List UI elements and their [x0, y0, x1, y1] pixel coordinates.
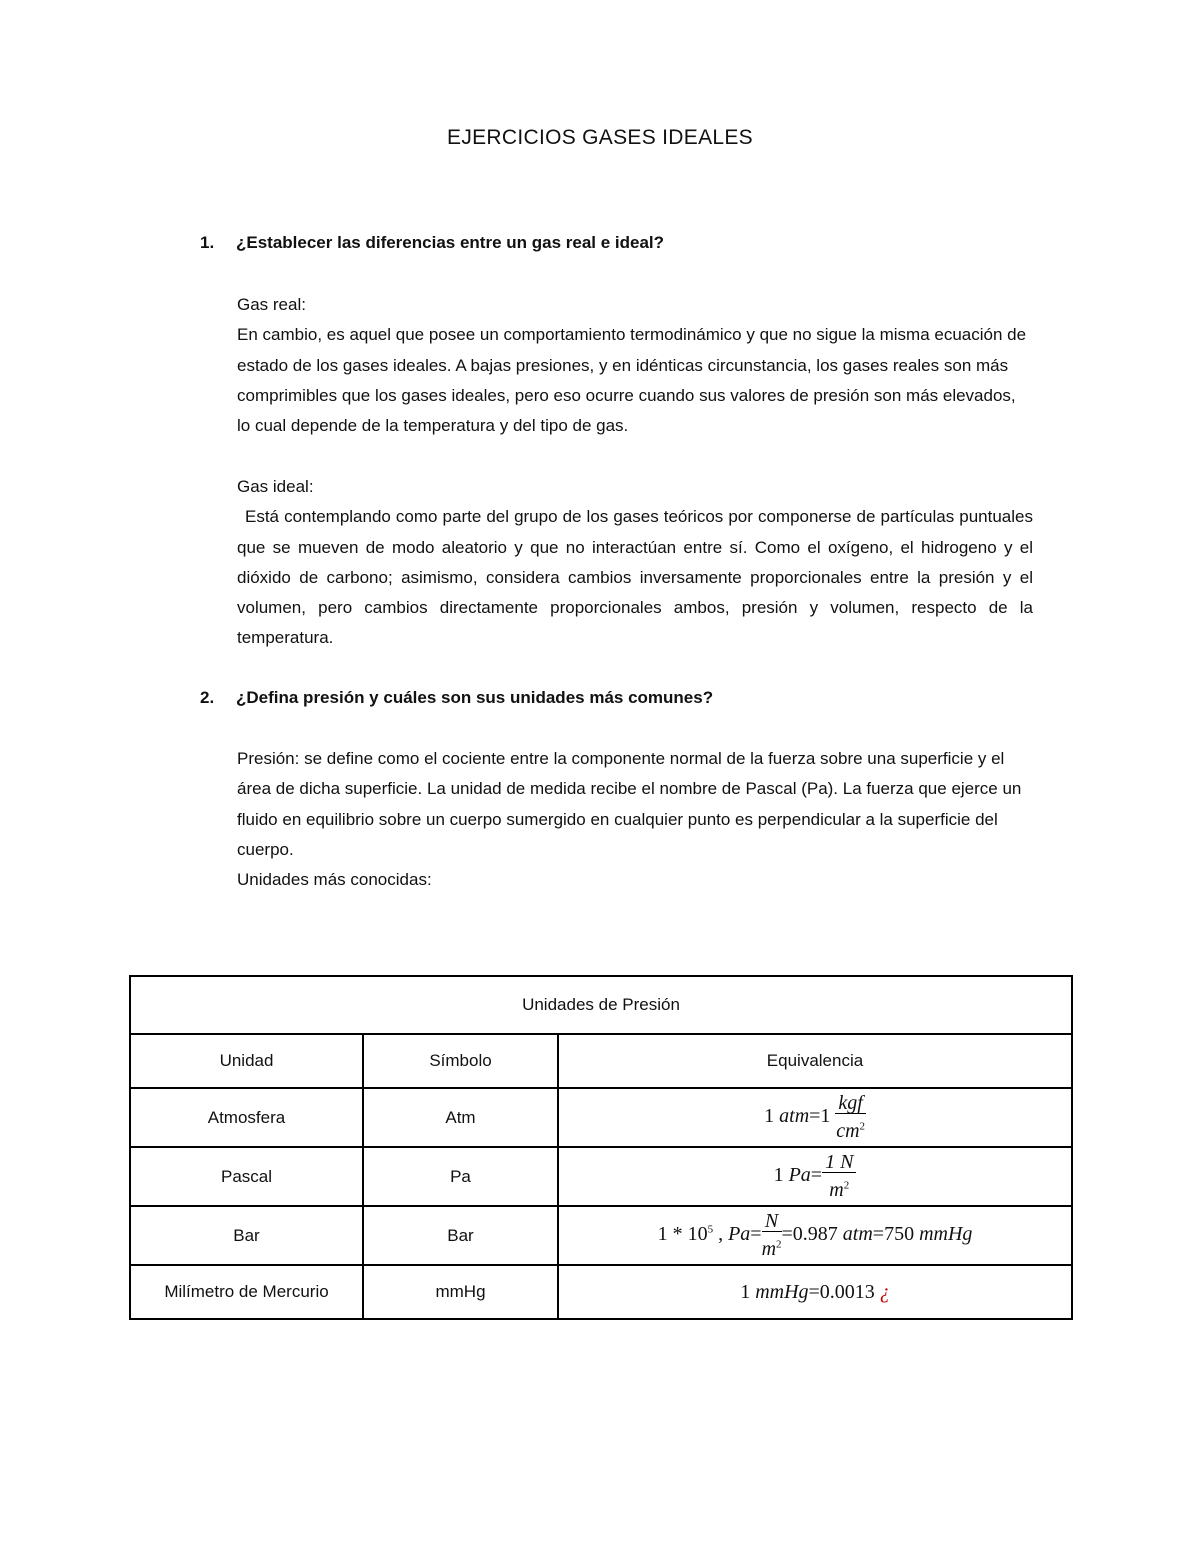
pressure-definition-section — [237, 744, 1033, 895]
symbol-cell: mmHg — [363, 1265, 558, 1319]
eq-unit: mmHg — [919, 1223, 973, 1246]
gas-ideal-text: Está contemplando como parte del grupo de los gases teóricos por componerse de partículas puntuales que se mueven de modo aleatorio y que no interactúan entre sí. Como el oxígeno, el hidrogeno y el dióxido de carbono; asimismo, considera cambios inversamente proporcionales entre la presión y el volumen, pero cambios directamente proporcionales ambos, presión y volumen, respecto de la temperatura. — [237, 507, 1033, 648]
eq-variable: mmHg — [755, 1280, 809, 1303]
eq-den-exp: 2 — [859, 1120, 866, 1133]
pressure-units-table — [129, 975, 1073, 1320]
gas-ideal-section — [237, 472, 1033, 654]
eq-unit: atm — [842, 1223, 873, 1246]
eq-number: 1 — [764, 1105, 775, 1128]
eq-denominator — [762, 1232, 782, 1260]
eq-denominator — [835, 1114, 865, 1142]
equivalence-cell — [558, 1088, 1072, 1147]
equivalence-cell — [558, 1147, 1072, 1206]
equation — [740, 1281, 890, 1304]
table-row — [130, 1265, 1072, 1319]
unit-cell: Milímetro de Mercurio — [130, 1265, 363, 1319]
column-header-symbol: Símbolo — [363, 1034, 558, 1088]
eq-den-exp: 2 — [843, 1179, 850, 1192]
eq-numerator: 1 N — [822, 1152, 856, 1173]
question-number: 2. — [200, 688, 215, 707]
equation — [764, 1093, 866, 1142]
equation — [774, 1152, 857, 1201]
question-text: ¿Establecer las diferencias entre un gas real e ideal? — [236, 233, 665, 252]
eq-operator: = — [750, 1223, 762, 1246]
question-2 — [200, 688, 713, 708]
eq-denominator — [822, 1173, 856, 1201]
eq-value: =750 — [872, 1223, 920, 1246]
pressure-definition-text: Presión: se define como el cociente entre la componente normal de la fuerza sobre una superficie y el área de dicha superficie. La unidad de medida recibe el nombre de Pascal (Pa). La fuerza que ejerce un fluido en equilibrio sobre un cuerpo sumergido en cualquier punto es perpendicular a la superficie del cuerpo. — [237, 749, 1022, 859]
question-text: ¿Defina presión y cuáles son sus unidades más comunes? — [236, 688, 714, 707]
symbol-cell: Atm — [363, 1088, 558, 1147]
gas-real-text: En cambio, es aquel que posee un comportamiento termodinámico y que no sigue la misma ecuación de estado de los gases ideales. A bajas presiones, y en idénticas circunstancia, los gases reales son más comprimibles que los gases ideales, pero eso ocurre cuando sus valores de presión son más elevados, lo cual depende de la temperatura y del tipo de gas. — [237, 325, 1027, 436]
equivalence-cell — [558, 1206, 1072, 1265]
eq-fraction — [822, 1152, 856, 1201]
gas-real-section — [237, 290, 1033, 441]
eq-den-exp: 2 — [776, 1238, 782, 1251]
question-1 — [200, 233, 664, 253]
table-row — [130, 1147, 1072, 1206]
units-label: Unidades más conocidas: — [237, 870, 432, 890]
eq-numerator: N — [762, 1211, 782, 1232]
eq-den-base: m — [829, 1179, 844, 1201]
eq-value: =0.0013 — [808, 1280, 875, 1303]
table-caption-row — [130, 976, 1072, 1034]
eq-operator: =1 — [809, 1105, 831, 1128]
eq-exponent: 5 — [707, 1223, 714, 1236]
unit-cell: Atmosfera — [130, 1088, 363, 1147]
table-header-row — [130, 1034, 1072, 1088]
equation-error-mark: ¿ — [879, 1280, 890, 1303]
symbol-cell: Bar — [363, 1206, 558, 1265]
eq-den-base: cm — [836, 1120, 860, 1142]
gas-real-heading: Gas real: — [237, 295, 306, 314]
eq-fraction — [762, 1211, 782, 1260]
unit-cell: Bar — [130, 1206, 363, 1265]
document-title: EJERCICIOS GASES IDEALES — [447, 126, 753, 149]
eq-variable: Pa — [788, 1164, 811, 1187]
unit-cell: Pascal — [130, 1147, 363, 1206]
eq-value: =0.987 — [781, 1223, 843, 1246]
table-caption: Unidades de Presión — [130, 976, 1072, 1034]
eq-separator: , — [713, 1223, 729, 1246]
gas-ideal-heading: Gas ideal: — [237, 477, 314, 496]
eq-number: 1 — [740, 1280, 751, 1303]
eq-numerator: kgf — [835, 1093, 865, 1114]
eq-variable: Pa — [728, 1223, 751, 1246]
eq-number: 1 * 10 — [657, 1223, 708, 1246]
eq-fraction — [835, 1093, 865, 1142]
equation — [658, 1211, 973, 1260]
equivalence-cell — [558, 1265, 1072, 1319]
eq-den-base: m — [761, 1238, 777, 1260]
question-number: 1. — [200, 233, 215, 252]
eq-number: 1 — [773, 1164, 784, 1187]
symbol-cell: Pa — [363, 1147, 558, 1206]
table-row — [130, 1088, 1072, 1147]
eq-variable: atm — [779, 1105, 810, 1128]
column-header-equivalence: Equivalencia — [558, 1034, 1072, 1088]
column-header-unit: Unidad — [130, 1034, 363, 1088]
eq-operator: = — [810, 1164, 823, 1187]
table-row — [130, 1206, 1072, 1265]
